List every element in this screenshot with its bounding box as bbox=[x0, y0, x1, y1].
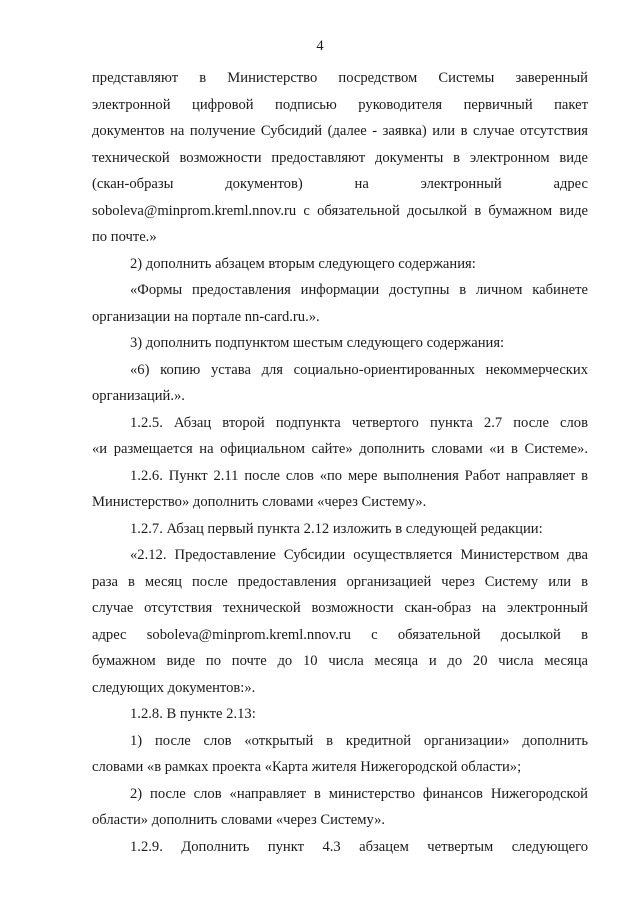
text-line: «6) копию устава для социально-ориентированных некоммерческих bbox=[130, 362, 588, 378]
text-line: организаций.». bbox=[92, 388, 185, 404]
page-number: 4 bbox=[316, 38, 324, 54]
text-line: случае отсутствия технической возможности скан-образ на электронный bbox=[92, 600, 588, 616]
text-line: представляют в Министерство посредством Системы заверенный bbox=[92, 70, 588, 86]
text-line: по почте.» bbox=[92, 229, 157, 245]
text-line: 2) дополнить абзацем вторым следующего содержания: bbox=[130, 256, 476, 272]
text-line: (скан-образы документов) на электронный адрес bbox=[92, 176, 588, 192]
text-line: Министерство» дополнить словами «через Систему». bbox=[92, 494, 427, 510]
text-line: следующих документов:». bbox=[92, 680, 256, 696]
text-line: области» дополнить словами «через Систему». bbox=[92, 812, 386, 828]
text-line: бумажном виде по почте до 10 числа месяца и до 20 числа месяца bbox=[92, 653, 588, 669]
text-line: 1.2.6. Пункт 2.11 после слов «по мере выполнения Работ направляет в bbox=[130, 468, 588, 484]
text-line: организации на портале nn-card.ru.». bbox=[92, 309, 320, 325]
text-line: раза в месяц после предоставления организацией через Систему или в bbox=[92, 574, 588, 590]
text-line: 1.2.8. В пункте 2.13: bbox=[130, 706, 256, 722]
text-line: «и размещается на официальном сайте» дополнить словами «и в Системе». bbox=[92, 441, 588, 457]
text-line: документов на получение Субсидий (далее - заявка) или в случае отсутствия bbox=[92, 123, 588, 139]
text-line: 2) после слов «направляет в министерство финансов Нижегородской bbox=[130, 786, 588, 802]
text-line: 3) дополнить подпунктом шестым следующего содержания: bbox=[130, 335, 505, 351]
text-line: «Формы предоставления информации доступны в личном кабинете bbox=[130, 282, 588, 298]
text-line: технической возможности предоставляют документы в электронном виде bbox=[92, 150, 588, 166]
text-line: 1.2.7. Абзац первый пункта 2.12 изложить в следующей редакции: bbox=[130, 521, 543, 537]
text-line: «2.12. Предоставление Субсидии осуществляется Министерством два bbox=[130, 547, 588, 563]
text-line: адрес soboleva@minprom.kreml.nnov.ru с обязательной досылкой в bbox=[92, 627, 588, 643]
text-line: 1.2.9. Дополнить пункт 4.3 абзацем четвертым следующего bbox=[130, 839, 588, 855]
text-line: soboleva@minprom.kreml.nnov.ru с обязательной досылкой в бумажном виде bbox=[92, 203, 588, 219]
text-line: 1) после слов «открытый в кредитной организации» дополнить bbox=[130, 733, 588, 749]
text-line: словами «в рамках проекта «Карта жителя Нижегородской области»; bbox=[92, 759, 522, 775]
text-line: 1.2.5. Абзац второй подпункта четвертого пункта 2.7 после слов bbox=[130, 415, 588, 431]
text-line: электронной цифровой подписью руководителя первичный пакет bbox=[92, 97, 588, 113]
